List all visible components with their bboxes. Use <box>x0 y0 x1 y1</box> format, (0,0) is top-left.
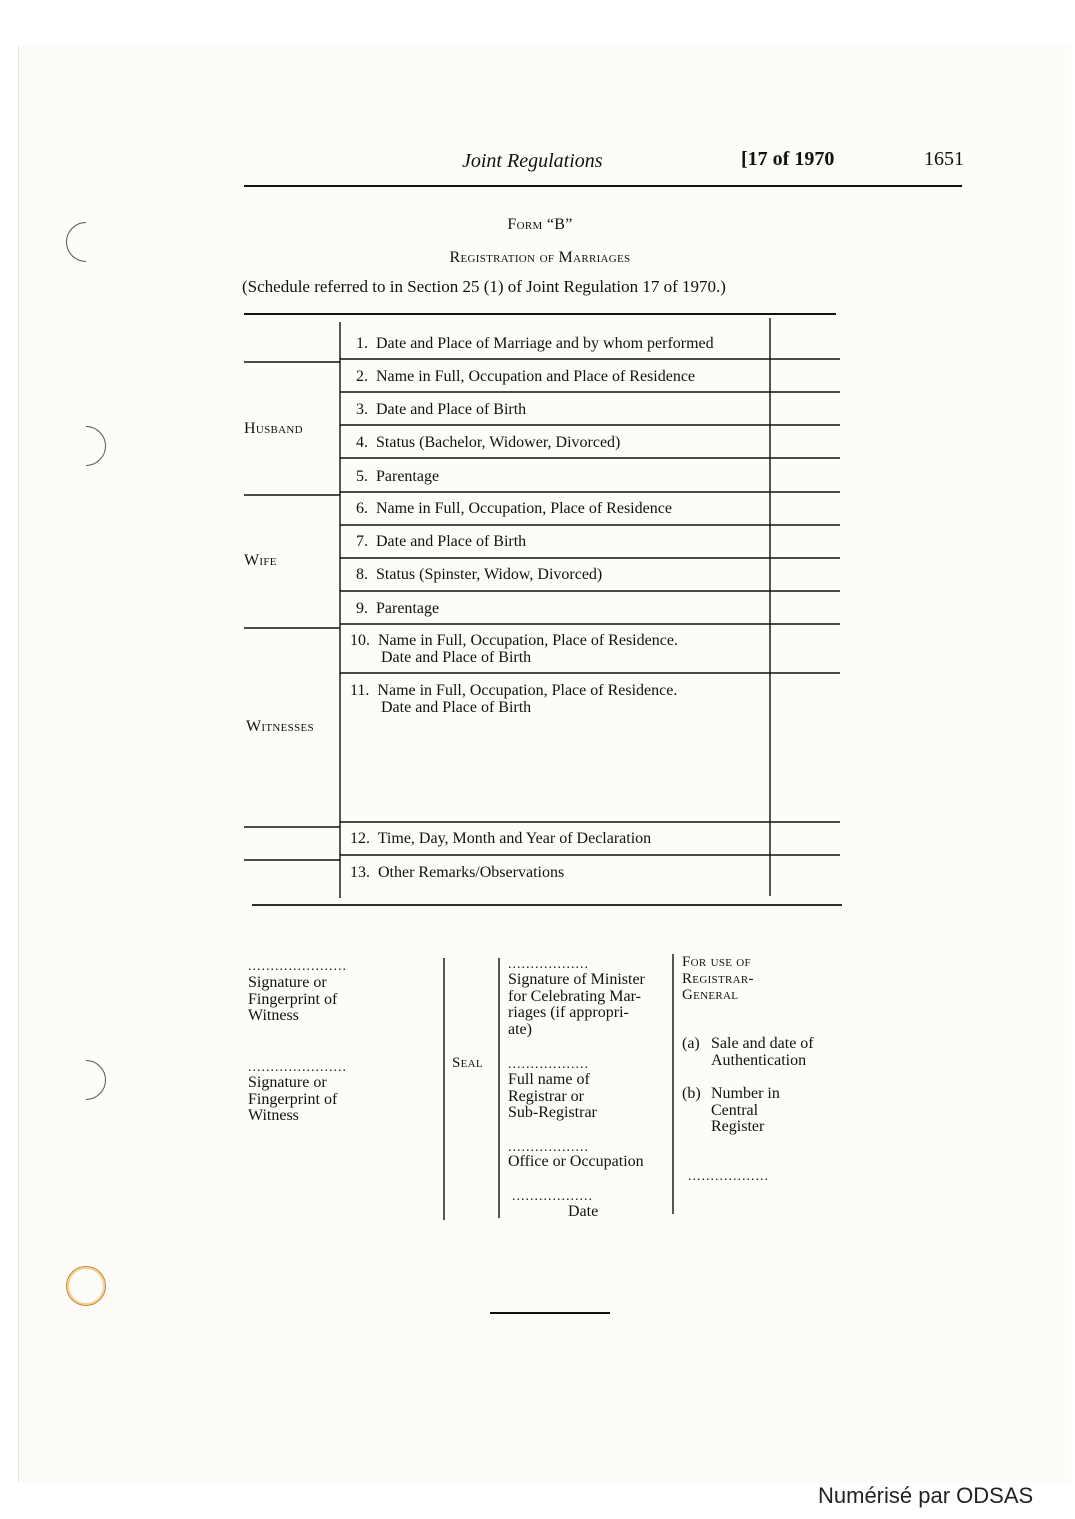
row-number: 12. <box>350 830 370 847</box>
row-label-continuation: Date and Place of Birth <box>381 699 532 716</box>
digitization-credit: Numérisé par ODSAS <box>818 1483 1034 1508</box>
end-rule <box>490 1312 610 1314</box>
signature-line: .................. <box>508 1140 589 1155</box>
signature-line: ...................... <box>248 1060 347 1075</box>
header-rule <box>244 185 962 187</box>
running-header-title: Joint Regulations <box>462 150 603 172</box>
row-number: 11. <box>350 682 370 699</box>
registrar-general-heading: For use of Registrar- General <box>682 954 754 1003</box>
witness-signature-label: Signature or Fingerprint of Witness <box>248 1074 338 1124</box>
page-number: 1651 <box>924 148 964 170</box>
seal-label: Seal <box>452 1055 483 1071</box>
row-label: Name in Full, Occupation, Place of Residence. <box>377 682 678 699</box>
minister-signature-label: Signature of Minister for Celebrating Mar- riages (if appropri- ate) <box>508 971 645 1038</box>
table-row <box>356 533 526 550</box>
binder-hole-icon <box>66 1266 106 1306</box>
table-row <box>356 566 602 583</box>
row-label: Status (Bachelor, Widower, Divorced) <box>376 434 621 451</box>
row-number: 1. <box>356 335 368 352</box>
registration-table <box>244 312 842 908</box>
row-label: Name in Full, Occupation, Place of Residence <box>376 500 672 517</box>
group-label-husband: Husband <box>244 420 303 437</box>
row-label: Status (Spinster, Widow, Divorced) <box>376 566 603 583</box>
item-b-text: Number in Central Register <box>711 1085 780 1135</box>
regulation-number: [17 of 1970 <box>741 148 835 170</box>
signature-line: ...................... <box>248 959 347 974</box>
table-row <box>356 468 439 485</box>
row-label: Parentage <box>376 468 440 485</box>
schedule-note: (Schedule referred to in Section 25 (1) of Joint Regulation 17 of 1970.) <box>242 277 726 296</box>
row-label-continuation: Date and Place of Birth <box>381 649 532 666</box>
date-label: Date <box>568 1203 599 1220</box>
form-label: Form “B” <box>507 216 573 233</box>
table-row <box>356 434 620 451</box>
row-number: 8. <box>356 566 368 583</box>
table-row <box>356 401 526 418</box>
item-a-text: Sale and date of Authentication <box>711 1035 814 1069</box>
row-label: Date and Place of Birth <box>376 533 527 550</box>
table-row <box>356 500 672 517</box>
registrar-name-label: Full name of Registrar or Sub-Registrar <box>508 1071 597 1121</box>
row-number: 9. <box>356 600 368 617</box>
table-row <box>356 368 695 385</box>
table-row <box>350 830 651 847</box>
table-row <box>356 335 714 352</box>
group-label-witnesses: Witnesses <box>246 718 314 735</box>
form-subtitle: Registration of Marriages <box>449 249 631 266</box>
row-label: Date and Place of Marriage and by whom performed <box>376 335 714 352</box>
group-label-wife: Wife <box>244 552 277 569</box>
row-number: 3. <box>356 401 368 418</box>
item-a-label: (a) <box>682 1035 700 1052</box>
witness-signature-label: Signature or Fingerprint of Witness <box>248 974 338 1024</box>
signature-line: .................. <box>688 1169 769 1184</box>
row-number: 5. <box>356 468 368 485</box>
row-label: Date and Place of Birth <box>376 401 527 418</box>
row-label: Time, Day, Month and Year of Declaration <box>377 830 652 847</box>
row-number: 10. <box>350 632 370 649</box>
signature-line: .................. <box>508 1057 589 1072</box>
row-number: 4. <box>356 434 368 451</box>
item-b-label: (b) <box>682 1085 701 1102</box>
row-number: 13. <box>350 864 370 881</box>
table-row <box>350 682 677 716</box>
table-grid-lines <box>244 312 842 908</box>
row-label: Other Remarks/Observations <box>378 864 565 881</box>
row-label: Name in Full, Occupation and Place of Residence <box>376 368 696 385</box>
table-row <box>356 600 439 617</box>
row-number: 2. <box>356 368 368 385</box>
row-number: 7. <box>356 533 368 550</box>
signature-line: .................. <box>512 1189 593 1204</box>
row-number: 6. <box>356 500 368 517</box>
signature-section <box>244 950 854 1222</box>
row-label: Name in Full, Occupation, Place of Residence. <box>378 632 678 649</box>
table-row <box>350 864 564 881</box>
office-label: Office or Occupation <box>508 1153 644 1170</box>
row-label: Parentage <box>376 600 440 617</box>
signature-line: .................. <box>508 957 589 972</box>
table-row <box>350 632 678 666</box>
